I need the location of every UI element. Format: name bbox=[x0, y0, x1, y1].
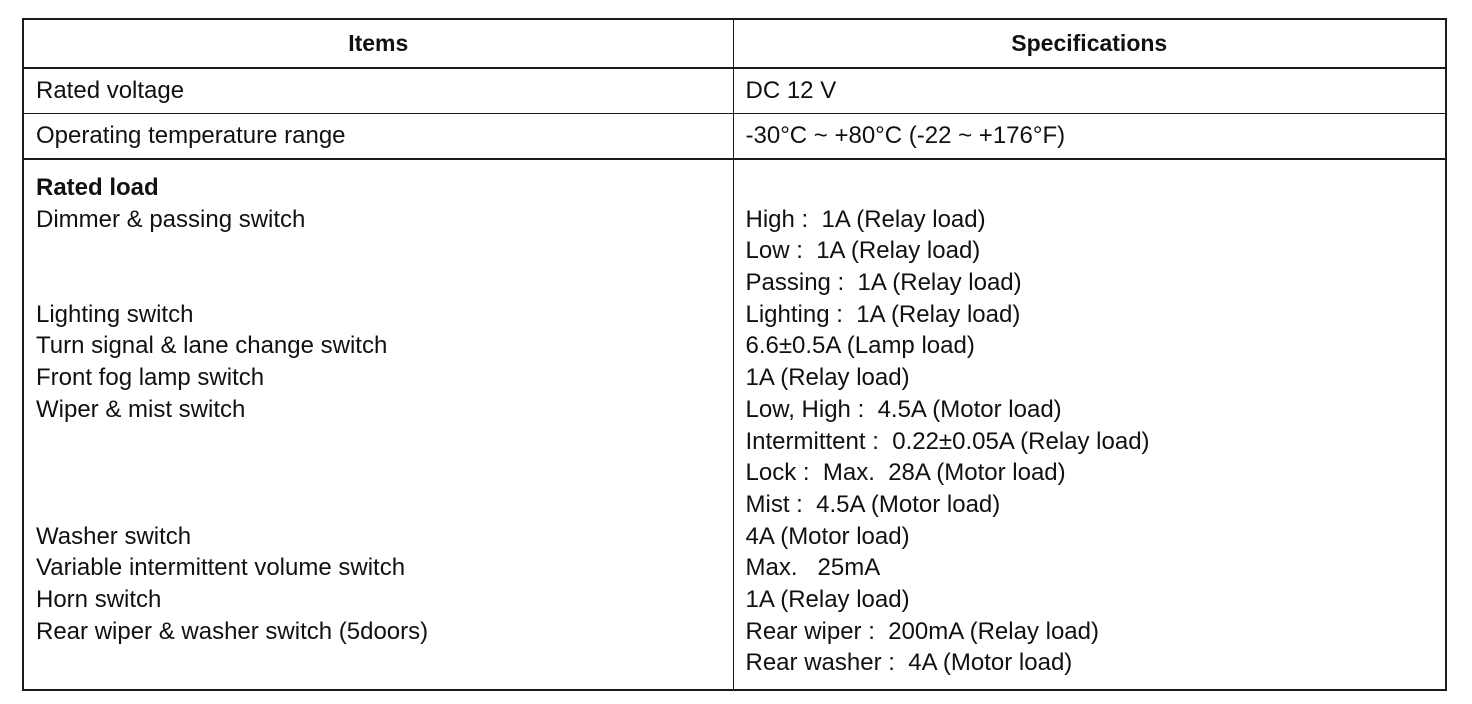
rated-load-item-line: Washer switch bbox=[36, 522, 192, 550]
rated-load-item-line: Variable intermittent volume switch bbox=[36, 554, 406, 582]
rated-load-title: Rated load bbox=[36, 174, 159, 201]
rated-load-item-line bbox=[36, 489, 721, 521]
rated-load-spec-line: Intermittent : 0.22±0.05A (Relay load) bbox=[745, 427, 1150, 455]
rated-load-items-cell bbox=[23, 159, 733, 690]
rated-load-spec-line: Mist : 4.5A (Motor load) bbox=[745, 490, 1001, 518]
item-operating-temperature: Operating temperature range bbox=[23, 114, 733, 160]
items-column-header: Items bbox=[23, 19, 733, 68]
rated-load-item-line: Front fog lamp switch bbox=[36, 364, 265, 392]
rated-load-spec-line: Low : 1A (Relay load) bbox=[745, 237, 981, 265]
table-header-row bbox=[23, 19, 1446, 68]
rated-load-item-line: Dimmer & passing switch bbox=[36, 205, 306, 233]
rated-load-spec-line: 1A (Relay load) bbox=[745, 585, 910, 613]
rated-load-item-line bbox=[36, 235, 721, 267]
rated-load-specs-cell bbox=[733, 159, 1446, 690]
rated-load-item-line bbox=[36, 267, 721, 299]
specifications-table bbox=[22, 18, 1447, 691]
rated-load-spec-line: Low, High : 4.5A (Motor load) bbox=[745, 395, 1062, 423]
table-row bbox=[23, 68, 1446, 114]
rated-load-item-line: Wiper & mist switch bbox=[36, 395, 246, 423]
spec-rated-voltage: DC 12 V bbox=[733, 68, 1446, 114]
rated-load-item-line: Horn switch bbox=[36, 585, 162, 613]
table-row bbox=[23, 114, 1446, 160]
rated-load-item-line: Turn signal & lane change switch bbox=[36, 332, 388, 360]
rated-load-item-line bbox=[36, 426, 721, 458]
rated-load-spec-line: 1A (Relay load) bbox=[745, 364, 910, 392]
rated-load-spec-line: Max. 25mA bbox=[745, 554, 881, 582]
rated-load-spec-line: 6.6±0.5A (Lamp load) bbox=[745, 332, 975, 360]
rated-load-item-line bbox=[36, 647, 721, 679]
specifications-column-header: Specifications bbox=[733, 19, 1446, 68]
spec-operating-temperature: -30°C ~ +80°C (-22 ~ +176°F) bbox=[733, 114, 1446, 160]
rated-load-item-list bbox=[36, 204, 721, 679]
rated-load-spec-line: 4A (Motor load) bbox=[745, 522, 910, 550]
rated-load-spec-line: Lighting : 1A (Relay load) bbox=[745, 300, 1021, 328]
item-rated-voltage: Rated voltage bbox=[23, 68, 733, 114]
rated-load-item-line bbox=[36, 457, 721, 489]
rated-load-spec-line: High : 1A (Relay load) bbox=[745, 205, 986, 233]
rated-load-spec-line: Rear wiper : 200mA (Relay load) bbox=[745, 617, 1099, 645]
rated-load-spec-line: Passing : 1A (Relay load) bbox=[745, 269, 1022, 297]
rated-load-spec-line: Lock : Max. 28A (Motor load) bbox=[745, 459, 1066, 487]
rated-load-spec-list bbox=[746, 204, 1434, 679]
rated-load-item-line: Lighting switch bbox=[36, 300, 194, 328]
rated-load-spec-line: Rear washer : 4A (Motor load) bbox=[745, 649, 1073, 677]
spec-spacer bbox=[746, 172, 1434, 204]
rated-load-item-line: Rear wiper & washer switch (5doors) bbox=[36, 617, 429, 645]
rated-load-row bbox=[23, 159, 1446, 690]
